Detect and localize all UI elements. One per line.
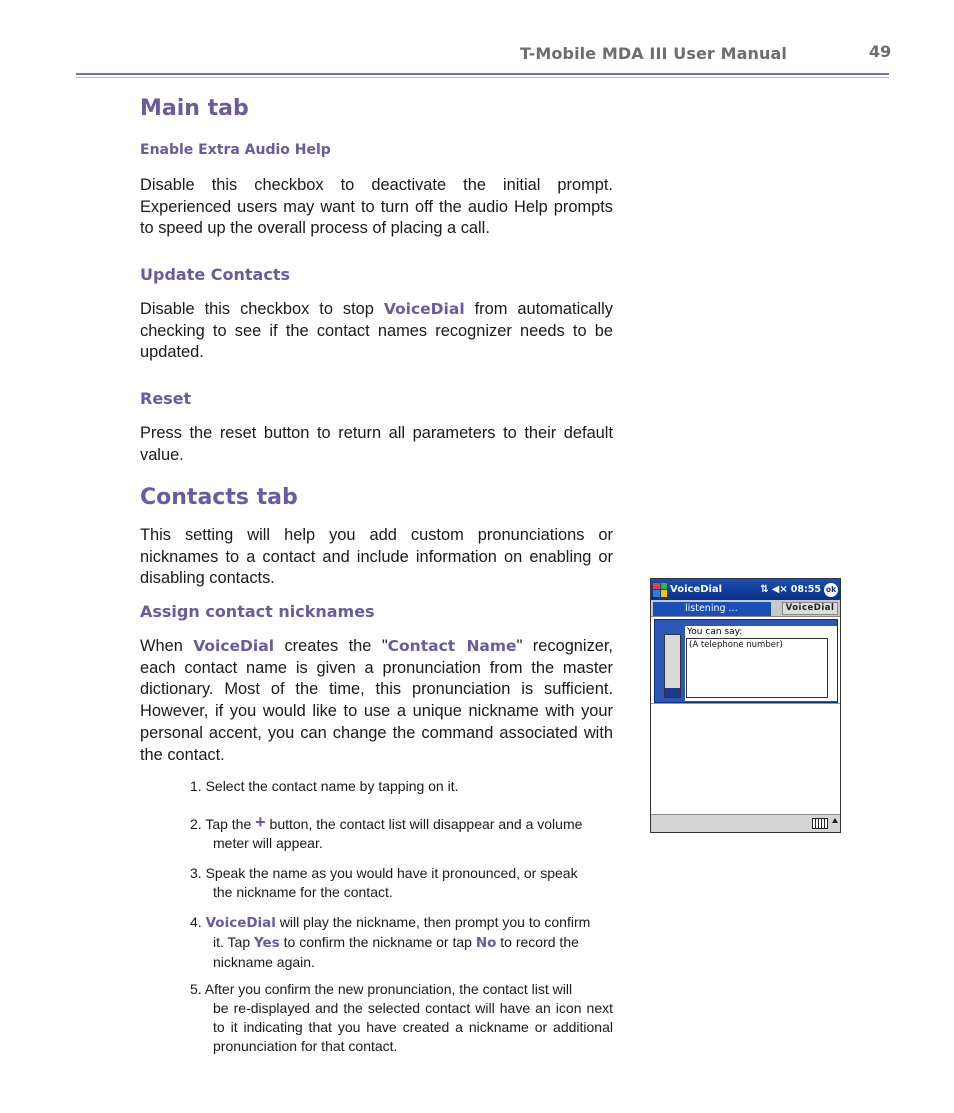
yes-term: Yes bbox=[254, 935, 280, 951]
arrow-up-icon[interactable] bbox=[832, 818, 838, 823]
subheading-update-contacts: Update Contacts bbox=[140, 265, 290, 284]
volume-meter-fill bbox=[665, 688, 680, 697]
running-header-title: T-Mobile MDA III User Manual bbox=[520, 44, 787, 63]
device-title-bar bbox=[651, 579, 840, 600]
volume-icon[interactable]: ◀× bbox=[771, 584, 788, 595]
paragraph-reset: Press the reset button to return all parameters to their default value. bbox=[140, 424, 613, 464]
paragraph-nicknames: When VoiceDial creates the "Contact Name" recognizer, each contact name is given a pronunciation from the master dictionary. Most of the time, this pronunciation is sufficient. However, if you would like to use a unique nickname with your personal accent, you can change the command associated with the contact. bbox=[140, 637, 613, 764]
connectivity-icon[interactable]: ⇅ bbox=[760, 584, 769, 595]
list-item[interactable]: (A telephone number) bbox=[689, 640, 783, 650]
you-can-say-label: You can say: bbox=[687, 627, 743, 637]
windows-start-icon[interactable] bbox=[653, 583, 667, 597]
volume-meter bbox=[664, 634, 681, 698]
device-command-bar bbox=[651, 814, 840, 832]
subheading-assign-contact-nicknames: Assign contact nicknames bbox=[140, 602, 375, 621]
step-1: 1. Select the contact name by tapping on it. bbox=[190, 778, 459, 794]
listening-tab[interactable]: listening ... bbox=[653, 602, 771, 616]
you-can-say-list[interactable] bbox=[686, 638, 828, 698]
device-app-title: VoiceDial bbox=[670, 584, 723, 595]
step-3: 3. Speak the name as you would have it pronounced, or speak the nickname for the contact. bbox=[190, 865, 578, 900]
step-4: 4. VoiceDial will play the nickname, then prompt you to confirm it. Tap Yes to confirm the nickname or tap No to record the nickname again. bbox=[190, 914, 591, 970]
you-can-say-box bbox=[685, 626, 837, 701]
subheading-enable-extra-audio-help: Enable Extra Audio Help bbox=[140, 142, 331, 158]
step-2: 2. Tap the + button, the contact list will disappear and a volume meter will appear. bbox=[190, 812, 583, 851]
subheading-reset: Reset bbox=[140, 389, 192, 408]
voicedial-term: VoiceDial bbox=[205, 915, 276, 931]
voicedial-term: VoiceDial bbox=[193, 637, 275, 655]
step-5: 5. After you confirm the new pronunciation, the contact list will be re-displayed and the selected contact will have an icon next to it indicating that you have created a nickname or additional pronunciation for that contact. bbox=[190, 981, 613, 1054]
contact-name-term: Contact Name bbox=[387, 637, 517, 655]
device-tab-strip bbox=[651, 600, 840, 617]
voicedial-brand-tab: VoiceDial bbox=[782, 602, 838, 615]
no-term: No bbox=[475, 935, 497, 951]
device-content-area bbox=[651, 703, 840, 816]
section-heading-main-tab: Main tab bbox=[140, 96, 249, 121]
keyboard-icon[interactable] bbox=[812, 818, 828, 829]
voicedial-term: VoiceDial bbox=[383, 300, 465, 318]
device-clock[interactable]: 08:55 bbox=[790, 584, 821, 595]
header-rule bbox=[76, 73, 889, 78]
listening-panel bbox=[654, 619, 838, 703]
section-heading-contacts-tab: Contacts tab bbox=[140, 485, 298, 510]
page-number: 49 bbox=[869, 42, 892, 61]
voicedial-device-screenshot bbox=[650, 578, 841, 833]
paragraph-audio-help: Disable this checkbox to deactivate the initial prompt. Experienced users may want to turn off the audio Help prompts to speed up the overall process of placing a call. bbox=[140, 176, 613, 238]
paragraph-contacts-intro: This setting will help you add custom pronunciations or nicknames to a contact and include information on enabling or disabling contacts. bbox=[140, 526, 613, 588]
ok-button[interactable]: ok bbox=[824, 583, 838, 597]
paragraph-update-contacts: Disable this checkbox to stop VoiceDial from automatically checking to see if the contact names recognizer needs to be updated. bbox=[140, 300, 613, 362]
plus-icon: + bbox=[255, 812, 266, 832]
